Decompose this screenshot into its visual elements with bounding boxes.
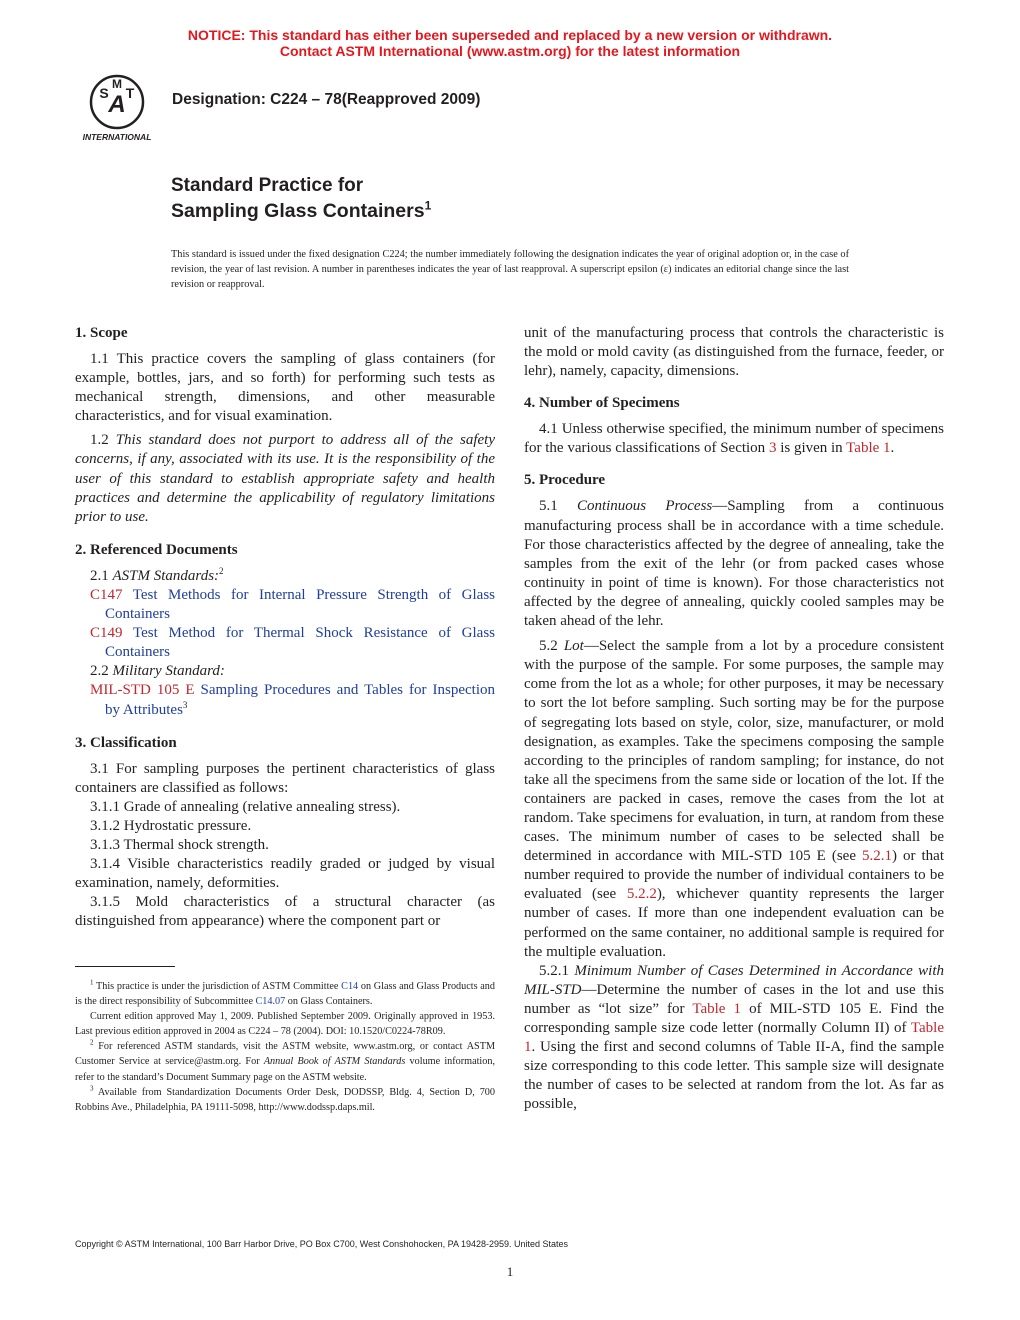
ref-c147-link[interactable]: C147 — [90, 586, 123, 603]
para-5-1: 5.1 Continuous Process—Sampling from a continuous manufacturing process shall be in accordance with a time schedule. For those characteristics affected by the degree of annealing, take the samples from the exit of the lehr (or from packed cases whose continuity in point of time is known). For those characteristics not affected by the degree of annealing, quickly cooled samples may be taken ahead of the lehr. — [524, 498, 944, 630]
ref-c147 — [75, 586, 495, 624]
para-3-1-2: 3.1.2 Hydrostatic pressure. — [90, 817, 252, 834]
ref-c149-title-link[interactable]: Test Method for Thermal Shock Resistance of Glass Containers — [105, 625, 495, 661]
section-3-link[interactable]: 3 — [768, 440, 777, 457]
notice-line-2: Contact ASTM International (www.astm.org) for the latest information — [279, 43, 741, 59]
intro-paragraph: This standard is issued under the fixed designation C224; the number immediately following the designation indicates the year of original adoption or, in the case of revision, the year of last revision. A number in parentheses indicates the year of last reapproval. A superscript epsilon (ε) indicates an editorial change since the last revision or reapproval. — [171, 249, 849, 290]
para-2-2: 2.2 Military Standard: — [90, 663, 225, 680]
section-5-2-2-link[interactable]: 5.2.2 — [626, 886, 657, 903]
para-5-2-1: 5.2.1 Minimum Number of Cases Determined in Accordance with MIL-STD—Determine the number of cases in the lot and use this number as “lot size” for Table 1 of MIL-STD 105 E. Find the corresponding sample size code letter (normally Column II) of Table 1. Using the first and second columns of Table II-A, find the sample size corresponding to this code letter. This sample size will designate the number of cases to be selected at random from the lot. As far as possible, — [524, 962, 944, 1113]
footnote-c14-07-link[interactable]: C14.07 — [255, 996, 286, 1008]
para-4-1: 4.1 Unless otherwise specified, the minimum number of specimens for the various classifications of Section 3 is given in Table 1. — [524, 421, 944, 457]
para-1-2: 1.2 This standard does not purport to address all of the safety concerns, if any, associated with its use. It is the responsibility of the user of this standard to establish appropriate safety and health practices and determine the applicability of regulatory limitations prior to use. — [75, 432, 496, 525]
notice-line-1: NOTICE: This standard has either been superseded and replaced by a new version or withdrawn. — [187, 27, 833, 43]
section-2-heading: 2. Referenced Documents — [75, 541, 238, 558]
ref-mil-std-link[interactable]: MIL-STD 105 E — [90, 682, 195, 699]
section-5-2-1-link[interactable]: 5.2.1 — [862, 848, 892, 865]
footnotes — [75, 979, 495, 1115]
para-3-1-4: 3.1.4 Visible characteristics readily graded or judged by visual examination, namely, deformities. — [75, 856, 495, 892]
footnote-c14-link[interactable]: C14 — [341, 981, 359, 992]
footnote-3: $^3$ Available from Standardization Documents Order Desk, DODSSP, Bldg. 4, Section D, 700 Robbins Ave., Philadelphia, PA 19111-5098, http://www.dodssp.daps.mil. — [75, 1084, 495, 1113]
svg-text:S: S — [99, 85, 109, 101]
section-1-heading: 1. Scope — [75, 325, 128, 341]
svg-text:M: M — [112, 77, 122, 91]
designation: Designation: C224 – 78(Reapproved 2009) — [172, 91, 481, 108]
ref-mil-std: MIL-STD 105 E Sampling Procedures and Tables for Inspection by Attributes$^3$ — [90, 682, 495, 718]
para-3-1-3: 3.1.3 Thermal shock strength. — [90, 836, 269, 853]
title-line-1: Standard Practice for — [171, 175, 364, 196]
page-number: 1 — [506, 1264, 514, 1279]
copyright: Copyright © ASTM International, 100 Barr Harbor Drive, PO Box C700, West Conshohocken, PA 19428-2959. United States — [75, 1239, 569, 1249]
para-3-1-1: 3.1.1 Grade of annealing (relative annealing stress). — [90, 798, 401, 815]
para-3-1-5-continued: unit of the manufacturing process that controls the characteristic is the mold or mold cavity (as distinguished from the furnace, feeder, or lehr), namely, capacity, dimensions. — [524, 325, 944, 380]
ref-c147-title-link[interactable]: Test Methods for Internal Pressure Strength of Glass Containers — [105, 586, 495, 623]
table-1-link-2[interactable]: Table 1 — [692, 1000, 742, 1017]
table-1-link[interactable]: Table 1 — [846, 440, 891, 457]
logo-text: INTERNATIONAL — [82, 132, 152, 142]
para-2-1: 2.1 ASTM Standards:$^2$ — [90, 565, 224, 584]
left-column — [75, 324, 495, 931]
section-4-heading: 4. Number of Specimens — [524, 395, 680, 412]
svg-text:A: A — [108, 91, 126, 118]
notice-banner — [0, 27, 1020, 59]
para-3-1-5: 3.1.5 Mold characteristics of a structural character (as distinguished from appearance) where the component part or — [75, 894, 495, 930]
footnote-1: $^1$ This practice is under the jurisdiction of ASTM Committee C14 on Glass and Glass Products and is the direct responsibility of Subcommittee C14.07 on Glass Containers. — [75, 978, 495, 1008]
title-line-2: Sampling Glass Containers$^1$ — [171, 198, 432, 222]
section-3-heading: 3. Classification — [75, 734, 177, 751]
para-1-1: 1.1 This practice covers the sampling of glass containers (for example, bottles, jars, and so forth) for performing such tests as mechanical strength, dimensions, and other measurable characteristics, and for visual examination. — [75, 351, 495, 425]
para-3-1: 3.1 For sampling purposes the pertinent characteristics of glass containers are classified as follows: — [75, 760, 495, 796]
right-column — [524, 324, 944, 1114]
table-1-link-3[interactable]: Table 1 — [524, 1020, 944, 1056]
section-5-heading: 5. Procedure — [524, 472, 606, 489]
ref-mil-std-title-link[interactable]: Sampling Procedures and Tables for Inspection by Attributes — [105, 682, 495, 718]
footnote-1-edition: Current edition approved May 1, 2009. Published September 2009. Originally approved in 1953. Last previous edition approved in 2004 as C224 – 78 (2004). DOI: 10.1520/C0224-78R09. — [75, 1011, 495, 1038]
footnote-2: $^2$ For referenced ASTM standards, visit the ASTM website, www.astm.org, or contact ASTM Customer Service at service@astm.org. For Annual Book of ASTM Standards volume information, refer to the standard’s Document Summary page on the ASTM website. — [75, 1038, 495, 1083]
svg-text:T: T — [125, 85, 135, 101]
ref-c149-link[interactable]: C149 — [90, 625, 123, 642]
astm-logo — [74, 72, 160, 144]
footnote-divider — [75, 966, 175, 967]
ref-c149 — [75, 624, 495, 662]
para-5-2: 5.2 Lot—Select the sample from a lot by a procedure consistent with the purpose of the sample. For some purposes, the sample may come from the lot as a whole; for other purposes, it may be necessary to sort the lot before sampling. Such sorting may be for the purpose of segregating lots based on style, color, size, manufacturer, or mold designation, as examples. Take the specimens composing the sample according to the principles of random sampling; for instance, do not take all the specimens from the same side or location of the lot. If the containers are packed in cases, remove the cases from the lot at random. Take specimens for evaluation, in turn, at random from these cases. The minimum number of cases to be selected shall be determined in accordance with MIL-STD 105 E (see 5.2.1) or that number required to provide the number of individual containers to be evaluated (see 5.2.2), whichever quantity represents the larger number of cases. If more than one independent evaluation can be performed on the same container, no additional sample is required for the multiple evaluation. — [524, 638, 945, 960]
